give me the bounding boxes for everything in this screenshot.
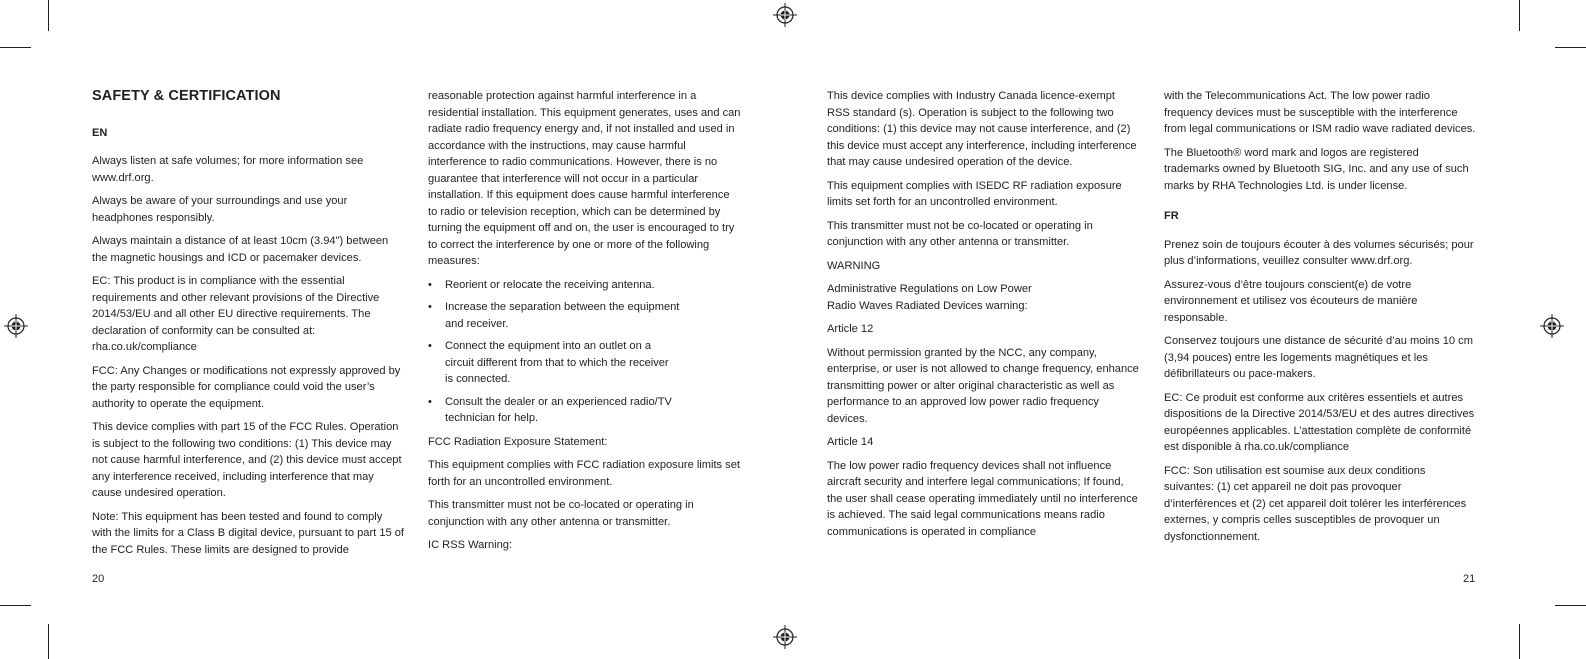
- page-number-right: 21: [1463, 573, 1476, 585]
- crop-mark: [1555, 605, 1586, 606]
- paragraph: The Bluetooth® word mark and logos are registered trademarks owned by Bluetooth SIG, Inc. and any use of such marks by RHA Technologies Ltd. is under license.: [1164, 146, 1469, 192]
- paragraph: This equipment complies with FCC radiation exposure limits set forth for an uncontrolled environment.: [428, 459, 740, 488]
- page-number-left: 20: [92, 573, 105, 585]
- paragraph: Conservez toujours une distance de sécurité d’au moins 10 cm (3,94 pouces) entre les logements magnétiques et les défibrillateurs ou pace-makers.: [1164, 335, 1473, 380]
- paragraph: Always be aware of your surroundings and use your headphones responsibly.: [92, 195, 348, 224]
- list-item: • Connect the equipment into an outlet on a circuit different from that to which the receiver is connected.: [428, 338, 675, 388]
- column-4: [1164, 88, 1477, 552]
- paragraph: Article 12: [827, 323, 874, 335]
- language-heading-fr: FR: [1164, 210, 1179, 222]
- paragraph: IC RSS Warning:: [428, 539, 513, 551]
- list-item: • Increase the separation between the equipment and receiver.: [428, 299, 685, 332]
- paragraph: reasonable protection against harmful interference in a residential installation. This equipment generates, uses and can radiate radio frequency energy and, if not installed and used in accordance with the instructions, may cause harmful interference to radio communications. However, there is no guarantee that interference will not occur in a particular installation. If this equipment does cause harmful interference to radio or television reception, which can be determined by turning the equipment off and on, the user is encouraged to try to correct the interference by one or more of the following measures:: [428, 90, 741, 267]
- registration-mark-icon: [773, 3, 797, 27]
- paragraph: This transmitter must not be co-located or operating in conjunction with any other antenna or transmitter.: [428, 499, 694, 528]
- paragraph: This transmitter must not be co-located or operating in conjunction with any other antenna or transmitter.: [827, 219, 1093, 248]
- list-item: • Consult the dealer or an experienced radio/TV technician for help.: [428, 394, 695, 427]
- paragraph: Article 14: [827, 436, 874, 448]
- paragraph: EC: Ce produit est conforme aux critères essentiels et autres dispositions de la Directive 2014/53/EU et des autres directives européennes applicables. L’attestation complète de conformité est disponible à rha.co.uk/compliance: [1164, 391, 1475, 453]
- paragraph: This device complies with part 15 of the FCC Rules. Operation is subject to the following two conditions: (1) This device may not cause harmful interference, and (2) this device must accept any interference received, including interference that may cause undesired operation.: [92, 421, 402, 499]
- paragraph: This equipment complies with ISEDC RF radiation exposure limits set forth for an uncontrolled environment.: [827, 179, 1122, 208]
- language-heading-en: EN: [92, 126, 108, 139]
- paragraph: FCC: Any Changes or modifications not expressly approved by the party responsible for compliance could void the user’s authority to operate the equipment.: [92, 364, 401, 410]
- page-title: SAFETY & CERTIFICATION: [92, 88, 281, 104]
- crop-mark: [0, 605, 31, 606]
- paragraph: Always listen at safe volumes; for more information see www.drf.org.: [92, 155, 364, 184]
- crop-mark: [48, 0, 49, 31]
- column-2: [428, 88, 741, 561]
- registration-mark-icon: [1540, 314, 1564, 338]
- registration-mark-icon: [773, 625, 797, 649]
- paragraph: Always maintain a distance of at least 10cm (3.94") between the magnetic housings and ICD or pacemaker devices.: [92, 235, 389, 264]
- list-item: • Reorient or relocate the receiving antenna.: [428, 277, 741, 294]
- paragraph: Assurez-vous d’être toujours conscient(e) de votre environnement et utilisez vos écouteurs de manière responsable.: [1164, 278, 1418, 324]
- paragraph: FCC Radiation Exposure Statement:: [428, 435, 608, 448]
- paragraph: with the Telecommunications Act. The low power radio frequency devices must be susceptible with the interference from legal communications or ISM radio wave radiated devices.: [1164, 90, 1476, 135]
- column-3: [827, 88, 1139, 547]
- crop-mark: [1555, 47, 1586, 48]
- paragraph: Prenez soin de toujours écouter à des volumes sécurisés; pour plus d’informations, veuillez consulter www.drf.org.: [1164, 238, 1474, 267]
- paragraph: This device complies with Industry Canada licence-exempt RSS standard (s). Operation is subject to the following two conditions: (1) this device may not cause interference, and (2) this device must accept any interference, including interference that may cause undesired operation of the device.: [827, 90, 1137, 168]
- paragraph: FCC: Son utilisation est soumise aux deux conditions suivantes: (1) cet appareil ne doit pas provoquer d’interférences et (2) cet appareil doit tolérer les interférences externes, y compris celles susceptibles de provoquer un dysfonctionnement.: [1164, 464, 1467, 543]
- paragraph: Note: This equipment has been tested and found to comply with the limits for a Class B digital device, pursuant to part 15 of the FCC Rules. These limits are designed to provide: [92, 510, 405, 556]
- paragraph: The low power radio frequency devices shall not influence aircraft security and interfere legal communications; If found, the user shall cease operating immediately until no interference is achieved. The said legal communications means radio communications is operated in compliance: [827, 459, 1138, 538]
- paragraph: WARNING: [827, 259, 881, 272]
- paragraph: Administrative Regulations on Low Power Radio Waves Radiated Devices warning:: [827, 283, 1032, 312]
- crop-mark: [0, 47, 31, 48]
- registration-mark-icon: [4, 314, 28, 338]
- paragraph: EC: This product is in compliance with the essential requirements and other relevant provisions of the Directive 2014/53/EU and all other EU directive requirements. The declaration of conformity can be consulted at: rha.co.uk/compliance: [92, 275, 380, 353]
- paragraph: Without permission granted by the NCC, any company, enterprise, or user is not allowed to change frequency, enhance transmitting power or alter original characteristic as well as performance to an approved low power radio frequency devices.: [827, 346, 1139, 425]
- crop-mark: [48, 624, 49, 659]
- crop-mark: [1519, 624, 1520, 659]
- crop-mark: [1519, 0, 1520, 31]
- measures-list: [428, 277, 741, 427]
- column-1: [92, 88, 404, 565]
